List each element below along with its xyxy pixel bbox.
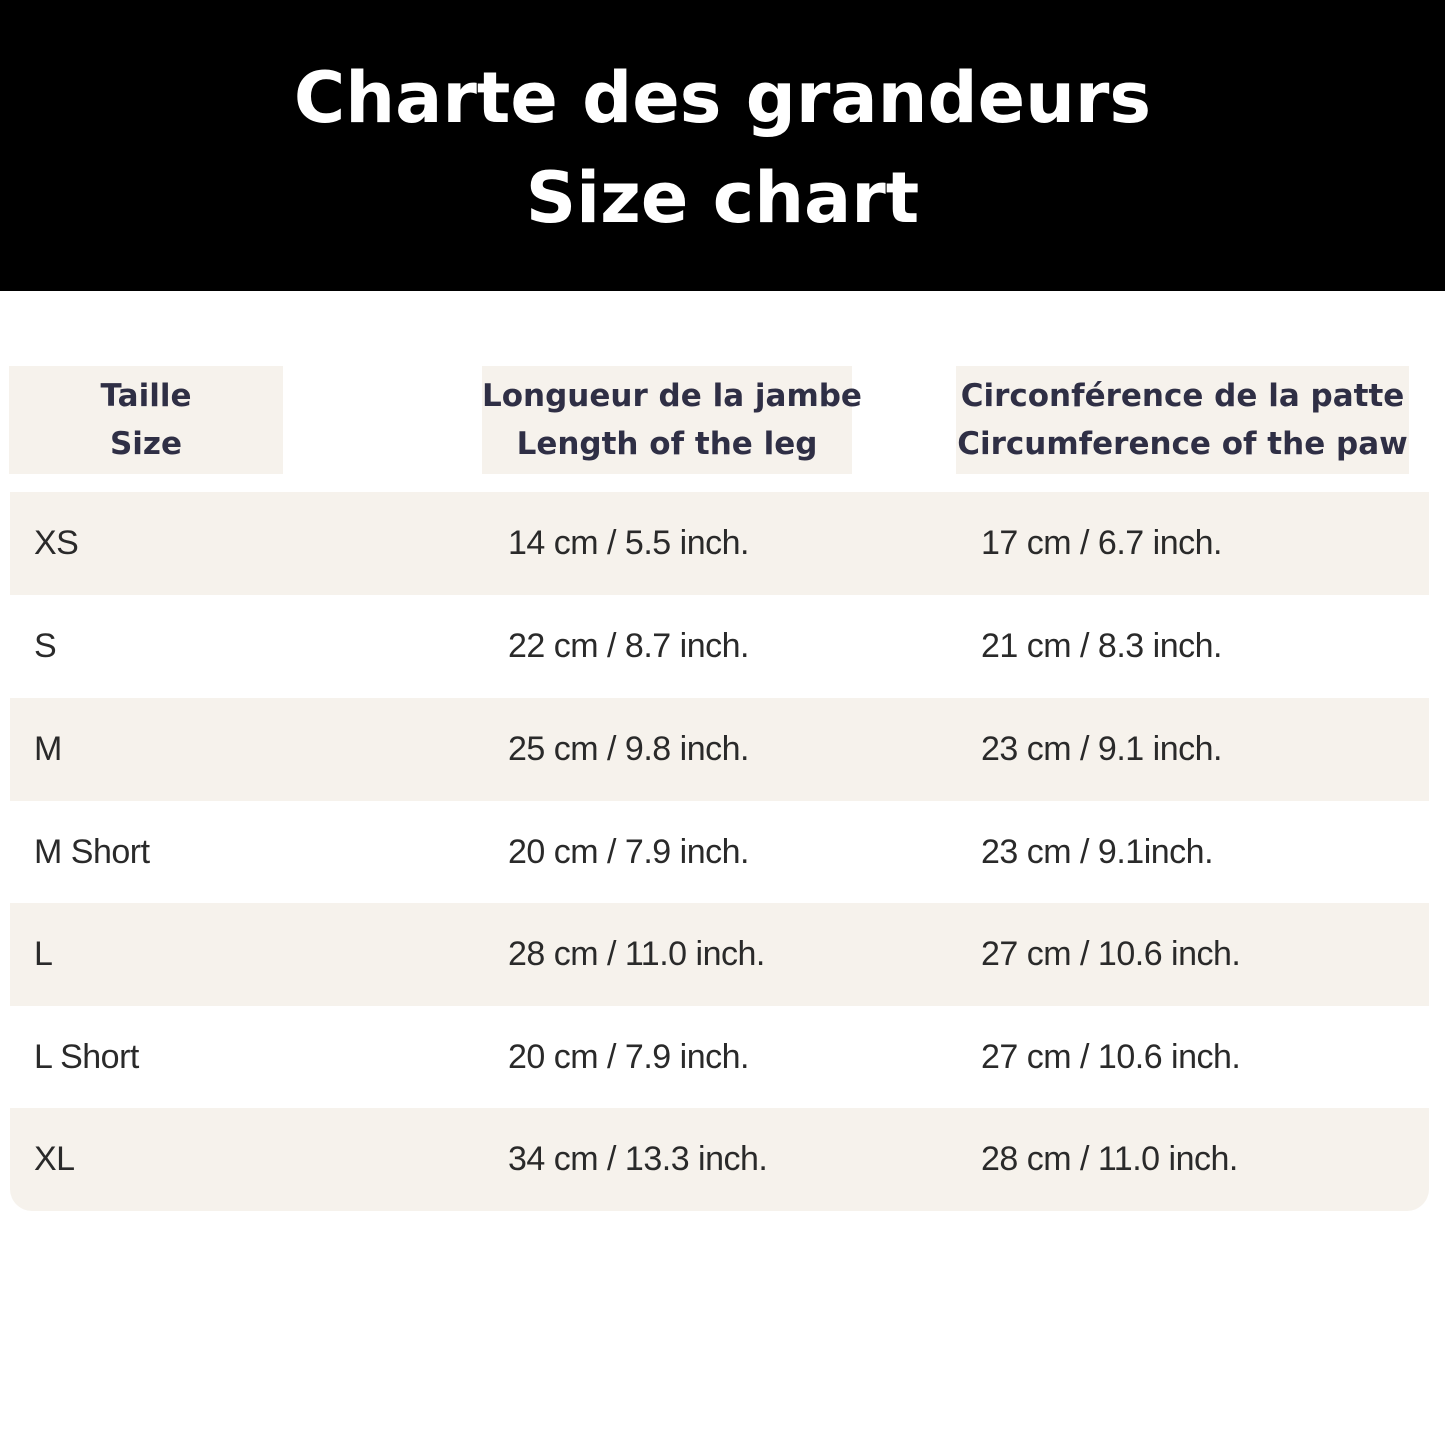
page-title-french: Charte des grandeurs [293,57,1152,139]
page-title-english: Size chart [525,157,920,239]
table-row [10,903,1429,1006]
size-cell: M Short [34,833,150,871]
column-header-paw-circumference [956,366,1409,474]
paw-circumference-cell: 21 cm / 8.3 inch. [981,627,1222,665]
table-row [10,1006,1429,1109]
table-row [10,698,1429,801]
paw-circumference-cell: 17 cm / 6.7 inch. [981,524,1222,562]
table-row [10,1108,1429,1211]
table-row [10,595,1429,698]
table-row [10,492,1429,595]
column-header-leg-length [482,366,862,474]
leg-length-cell: 20 cm / 7.9 inch. [508,833,749,871]
leg-length-cell: 14 cm / 5.5 inch. [508,524,749,562]
column-header-leg-length-en: Length of the leg [516,426,818,462]
paw-circumference-cell: 27 cm / 10.6 inch. [981,1038,1241,1076]
column-header-paw-circumference-fr: Circonférence de la patte [960,378,1405,414]
column-header-leg-length-fr: Longueur de la jambe [482,378,862,414]
column-header-size [9,366,283,474]
paw-circumference-cell: 23 cm / 9.1inch. [981,833,1214,871]
leg-length-cell: 22 cm / 8.7 inch. [508,627,749,665]
leg-length-cell: 25 cm / 9.8 inch. [508,730,749,768]
column-header-paw-circumference-en: Circumference of the paw [957,426,1408,462]
size-cell: M [34,730,62,768]
leg-length-cell: 20 cm / 7.9 inch. [508,1038,749,1076]
title-banner [0,0,1445,291]
size-cell: L [34,935,53,973]
size-cell: XL [34,1140,75,1178]
column-header-size-fr: Taille [100,378,192,414]
table-row [10,801,1429,904]
leg-length-cell: 28 cm / 11.0 inch. [508,935,765,973]
paw-circumference-cell: 27 cm / 10.6 inch. [981,935,1241,973]
size-cell: L Short [34,1038,139,1076]
column-header-size-en: Size [109,426,183,462]
size-cell: S [34,627,57,665]
leg-length-cell: 34 cm / 13.3 inch. [508,1140,768,1178]
size-cell: XS [34,524,79,562]
paw-circumference-cell: 23 cm / 9.1 inch. [981,730,1222,768]
paw-circumference-cell: 28 cm / 11.0 inch. [981,1140,1238,1178]
